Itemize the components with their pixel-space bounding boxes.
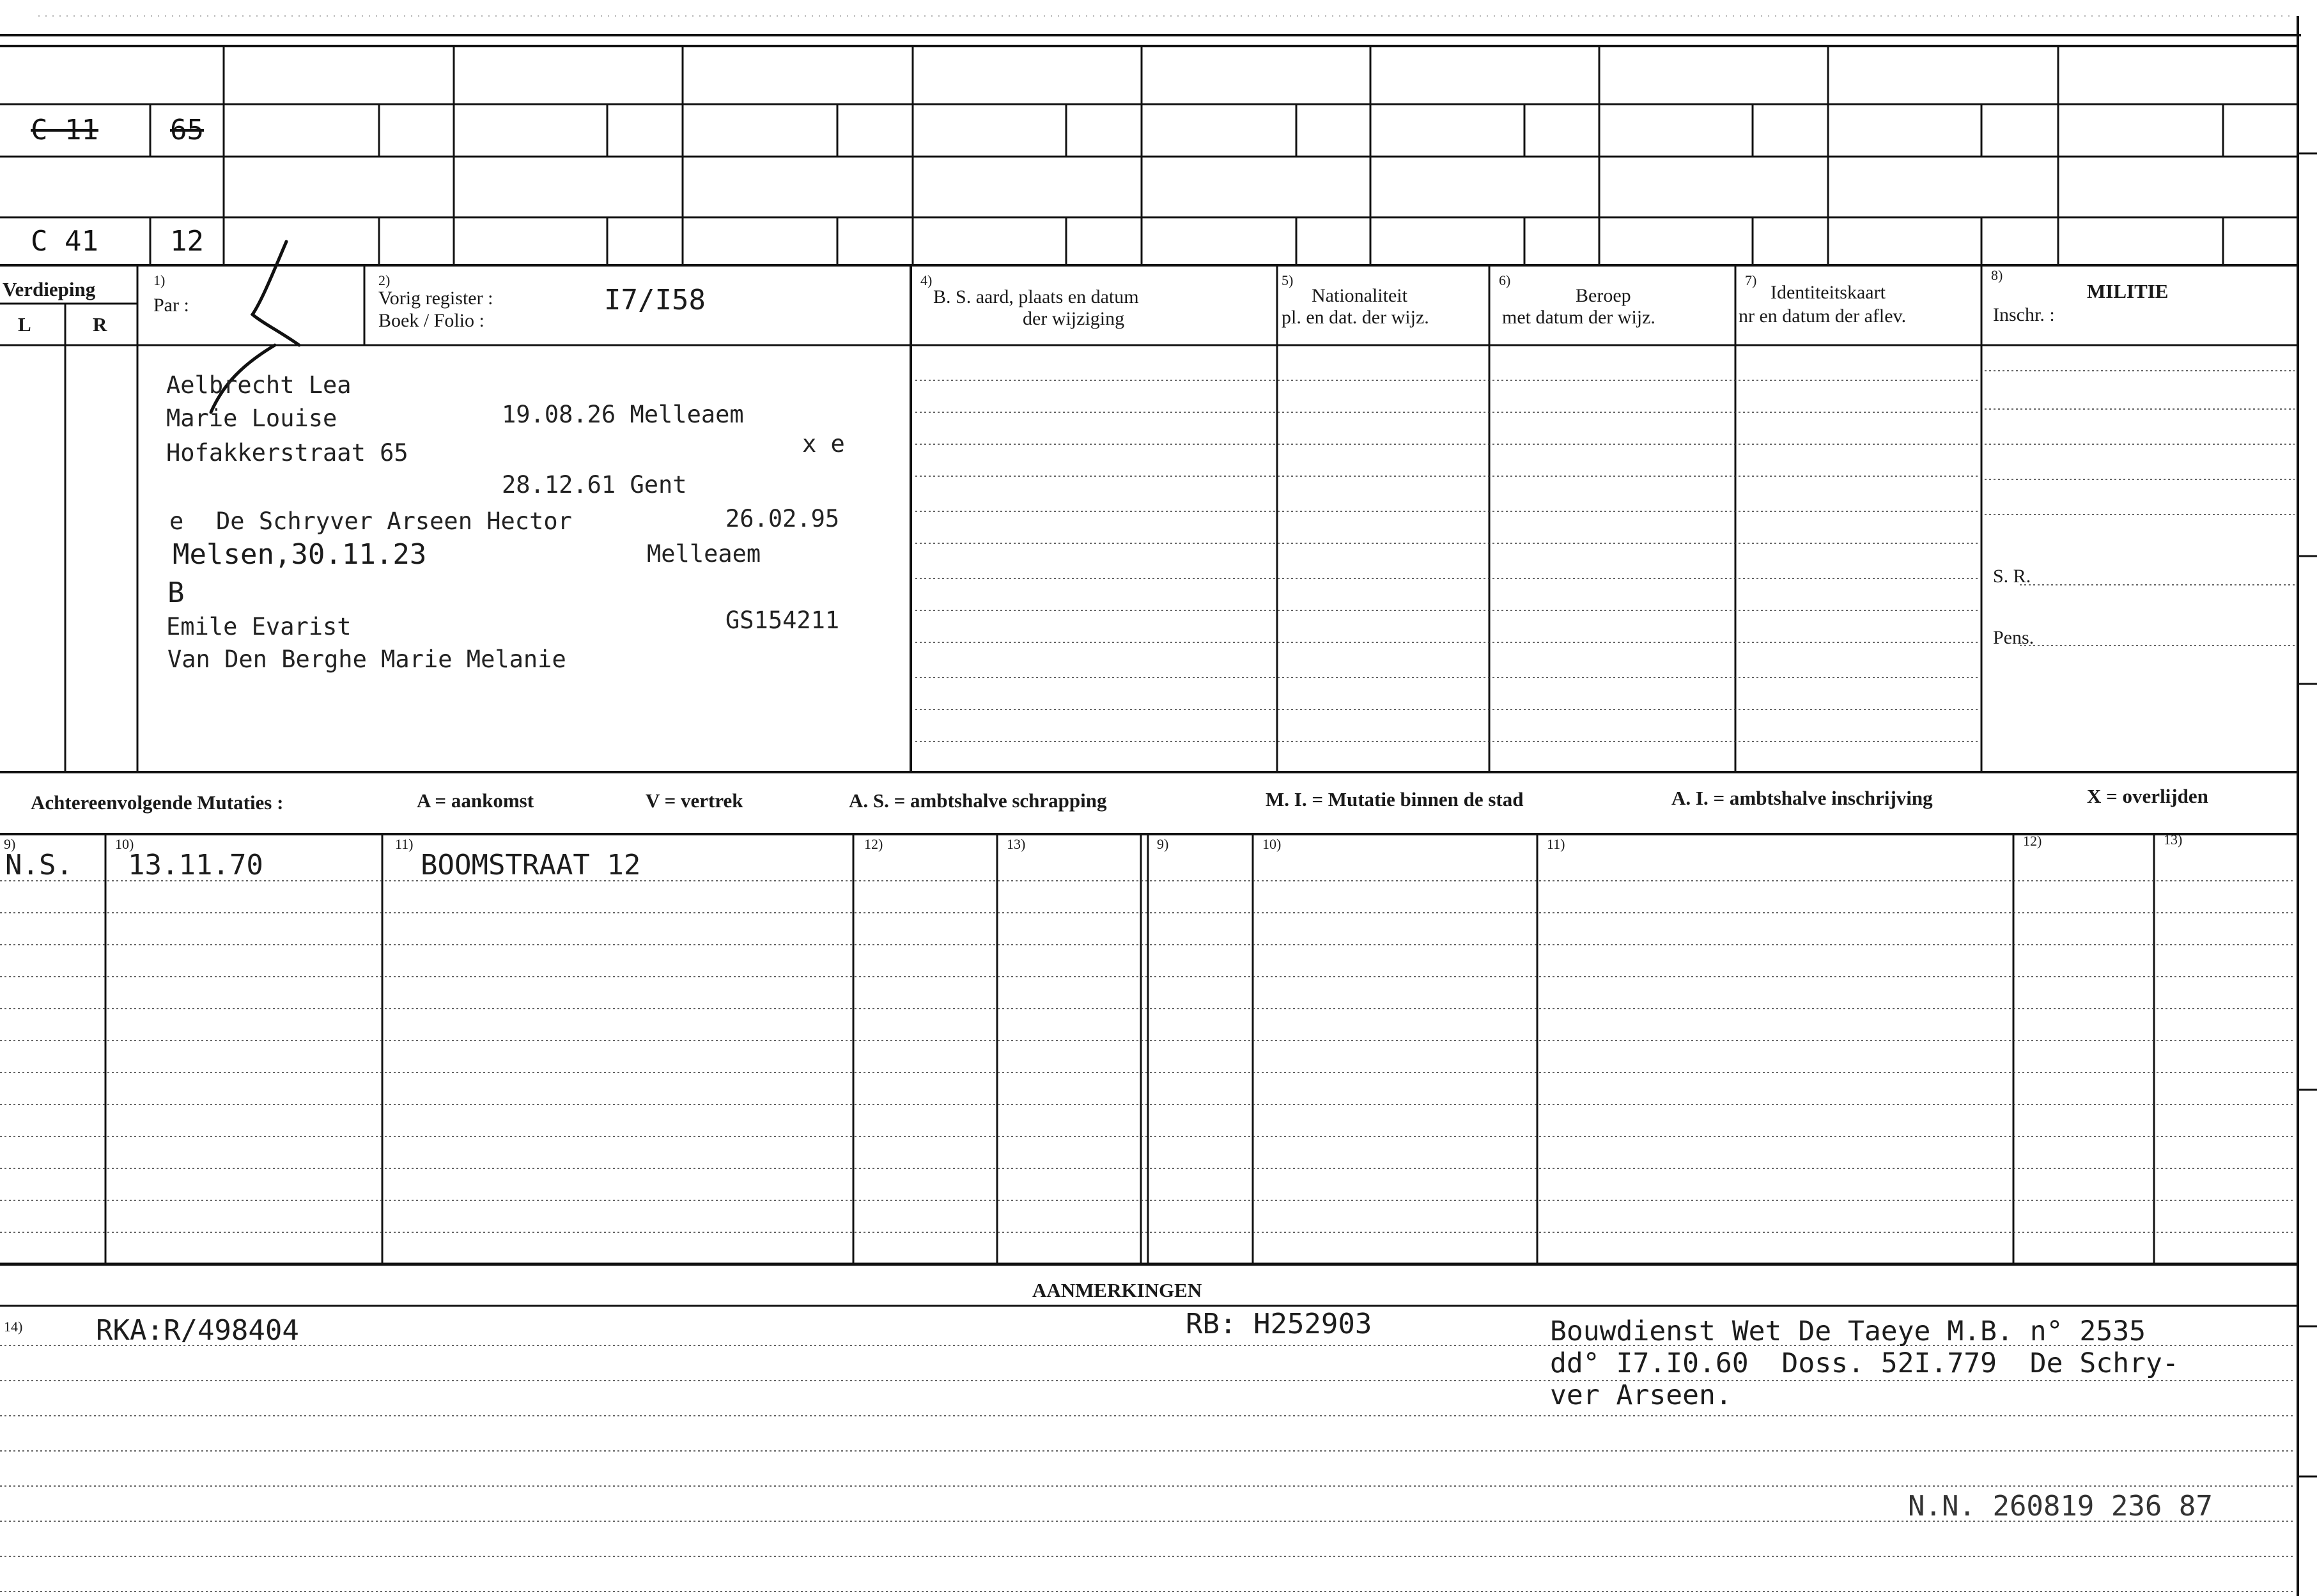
legend-mi: M. I. = Mutatie binnen de stad [1266,788,1524,810]
old-code: C 11 [31,114,98,146]
spouse-prefix: e [169,507,184,535]
death-place: Melleaem [647,540,761,568]
militie-header: MILITIE [2087,280,2169,302]
spouse-name: De Schryver Arseen Hector [216,507,572,535]
nat-header-line2: pl. en dat. der wijz. [1282,307,1429,328]
register-value: I7/I58 [604,284,706,316]
mutation-type: N.S. [5,849,73,881]
mut-col-12b: 12) [2023,833,2042,849]
id-header-line2: nr en datum der aflev. [1739,306,1907,327]
r-label: R [93,313,107,336]
legend-x: X = overlijden [2087,785,2208,807]
col6-number: 6) [1499,272,1511,288]
remarks-col-number: 14) [4,1319,23,1335]
vorig-register-label: Vorig register : [378,288,493,309]
mut-col-11a: 11) [395,836,414,852]
b-label: B [167,577,185,609]
bs-header-line1: B. S. aard, plaats en datum [933,286,1139,307]
mut-col-13a: 13) [1007,836,1026,852]
par-label: Par : [153,295,189,316]
mut-col-9a: 9) [4,836,16,852]
rb-number: RB: H252903 [1186,1308,1372,1340]
pens-label: Pens. [1993,627,2034,648]
legend-ai: A. I. = ambtshalve inschrijving [1671,787,1933,809]
status-mark: x e [802,430,845,458]
marriage: 28.12.61 Gent [502,471,687,499]
mutations-title: Achtereenvolgende Mutaties : [31,791,284,814]
l-label: L [18,313,31,336]
id-header-line1: Identiteitskaart [1771,282,1886,303]
person-name: Aelbrecht Lea [166,371,352,399]
mut-col-11b: 11) [1547,836,1565,852]
bs-header-line2: der wijziging [1023,308,1125,329]
remark-line1: Bouwdienst Wet De Taeye M.B. n° 2535 [1550,1315,2146,1347]
col8-number: 8) [1991,267,2003,283]
beroep-header-line1: Beroep [1576,285,1631,306]
remark-line2: dd° I7.I0.60 Doss. 52I.779 De Schry- [1550,1347,2179,1379]
id-number: GS154211 [725,607,840,634]
boek-folio-label: Boek / Folio : [378,310,484,331]
person-first-names: Marie Louise [166,405,337,432]
legend-v: V = vertrek [646,789,743,812]
inschr-label: Inschr. : [1993,304,2055,325]
mut-col-9b: 9) [1157,836,1169,852]
mother-name: Van Den Berghe Marie Melanie [167,646,566,673]
number: 12 [170,225,204,258]
rka-number: RKA:R/498404 [96,1314,299,1347]
col4-number: 4) [920,272,933,288]
legend-a: A = aankomst [417,789,534,812]
sr-label: S. R. [1993,566,2031,587]
remark-line3: ver Arseen. [1550,1379,1732,1411]
mut-col-10a: 10) [115,836,134,852]
mut-col-13b: 13) [2164,832,2183,848]
col2-number: 2) [378,272,391,288]
mutation-date: 13.11.70 [128,849,263,881]
remarks-title: AANMERKINGEN [1032,1279,1202,1301]
spouse-death: 26.02.95 [725,505,840,532]
col5-number: 5) [1282,272,1294,288]
father-name: Emile Evarist [166,613,352,640]
mut-col-12a: 12) [864,836,883,852]
old-number: 65 [170,114,204,146]
person-birth: 19.08.26 Melleaem [502,401,744,428]
mutation-address: BOOMSTRAAT 12 [421,849,641,881]
person-address: Hofakkerstraat 65 [166,439,408,467]
code: C 41 [31,225,98,258]
col7-number: 7) [1745,272,1757,288]
col1-number: 1) [153,272,166,288]
nat-header-line1: Nationaliteit [1312,285,1407,306]
spouse-birth: Melsen,30.11.23 [173,538,427,571]
verdieping-label: Verdieping [3,278,96,300]
beroep-header-line2: met datum der wijz. [1502,307,1655,328]
legend-as: A. S. = ambtshalve schrapping [849,789,1107,812]
mut-col-10b: 10) [1262,836,1282,852]
nn-number: N.N. 260819 236 87 [1908,1490,2213,1522]
